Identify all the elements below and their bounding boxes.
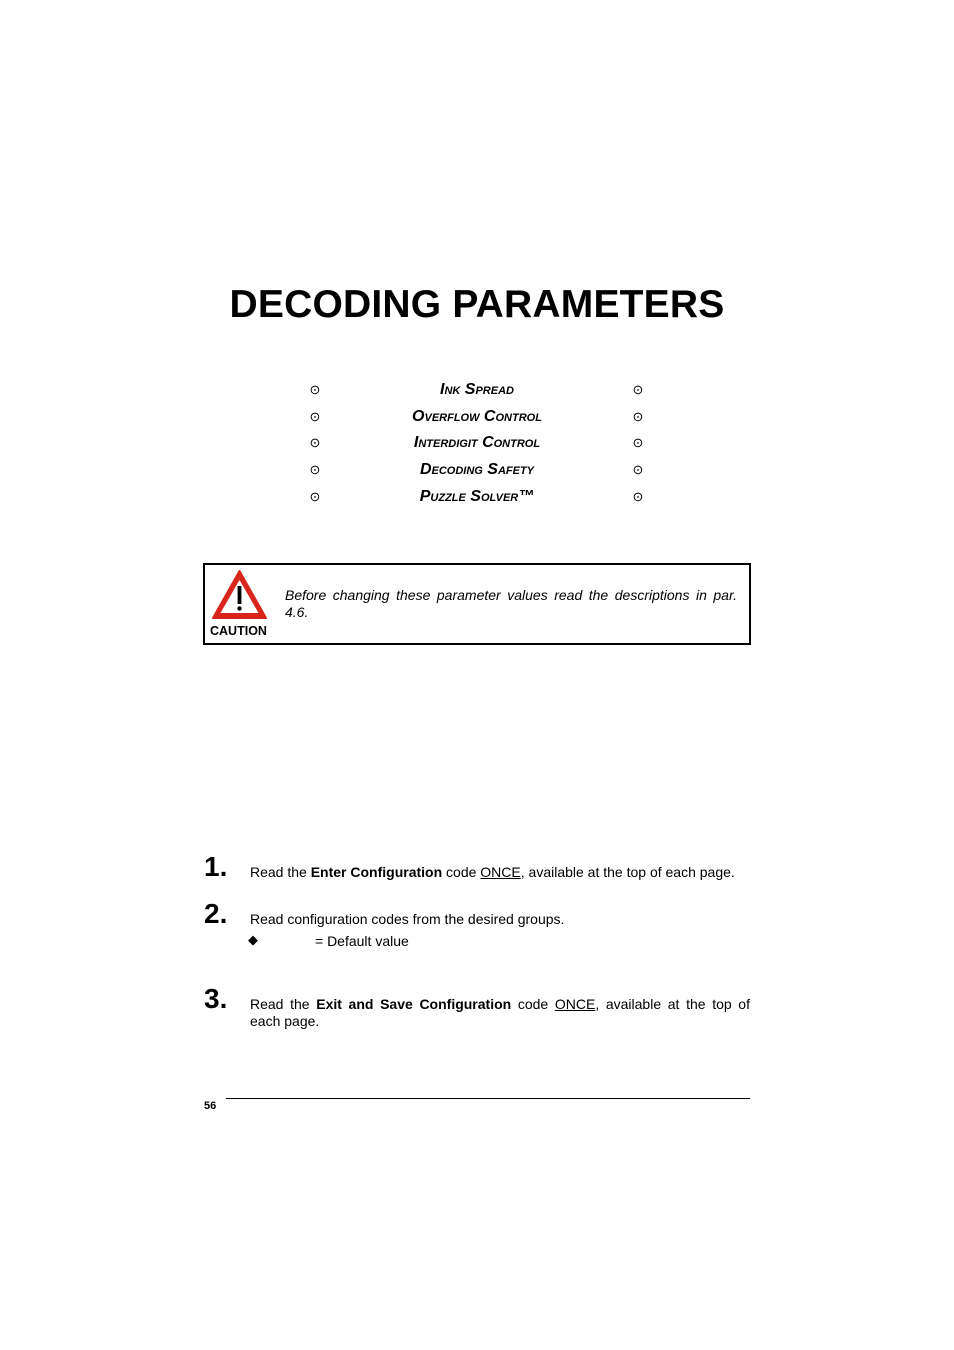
bullet-icon: ⊙ bbox=[632, 435, 644, 451]
step-3-underline: ONCE bbox=[554, 996, 596, 1012]
toc-item bbox=[300, 407, 654, 434]
bullet-icon: ⊙ bbox=[632, 488, 644, 504]
bullet-icon: ⊙ bbox=[309, 435, 321, 451]
bullet-icon: ⊙ bbox=[309, 408, 321, 424]
step-3-mid: code bbox=[511, 996, 555, 1012]
step-1-pre: Read the bbox=[250, 864, 311, 880]
section-toc bbox=[300, 380, 654, 513]
footer-rule bbox=[226, 1098, 750, 1099]
diamond-icon: ◆ bbox=[248, 932, 258, 947]
step-1-post: , available at the top of each page. bbox=[520, 864, 735, 880]
page-number: 56 bbox=[204, 1100, 217, 1112]
step-1-bold: Enter Configuration bbox=[310, 864, 443, 880]
toc-label-overflow-control: Overflow Control bbox=[412, 407, 542, 425]
toc-item bbox=[300, 380, 654, 407]
bullet-icon: ⊙ bbox=[309, 462, 321, 478]
toc-label-ink-spread: Ink Spread bbox=[440, 381, 514, 398]
default-value-legend: = Default value bbox=[315, 933, 409, 949]
toc-label-puzzle-solver: Puzzle Solver™ bbox=[419, 487, 535, 505]
page-title: DECODING PARAMETERS bbox=[229, 283, 725, 326]
step-1-mid: code bbox=[442, 864, 481, 880]
bullet-icon: ⊙ bbox=[309, 382, 321, 397]
caution-box bbox=[203, 563, 751, 645]
step-number-1: 1. bbox=[204, 851, 228, 882]
bullet-icon: ⊙ bbox=[632, 408, 644, 424]
step-text-1 bbox=[250, 864, 750, 881]
step-3-post: , available at the top of each page. bbox=[250, 996, 750, 1029]
bullet-icon: ⊙ bbox=[632, 382, 644, 397]
step-3-pre: Read the bbox=[250, 996, 317, 1012]
step-text-3 bbox=[250, 996, 750, 1030]
caution-text: Before changing these parameter values read the descriptions in par. 4.6. bbox=[285, 587, 737, 620]
toc-label-decoding-safety: Decoding Safety bbox=[419, 461, 535, 479]
toc-item bbox=[300, 487, 654, 514]
step-1-underline: ONCE bbox=[480, 864, 521, 880]
caution-label: CAUTION bbox=[210, 624, 267, 638]
bullet-icon: ⊙ bbox=[309, 488, 321, 504]
step-number-2: 2. bbox=[204, 898, 228, 929]
toc-item bbox=[300, 460, 654, 487]
warning-triangle-icon bbox=[211, 569, 268, 621]
step-number-3: 3. bbox=[204, 983, 228, 1014]
step-3-bold: Exit and Save Configuration bbox=[316, 996, 512, 1012]
step-text-2: Read configuration codes from the desired groups. bbox=[250, 911, 565, 927]
bullet-icon: ⊙ bbox=[632, 462, 644, 478]
toc-label-interdigit-control: Interdigit Control bbox=[413, 434, 541, 452]
toc-item bbox=[300, 433, 654, 460]
